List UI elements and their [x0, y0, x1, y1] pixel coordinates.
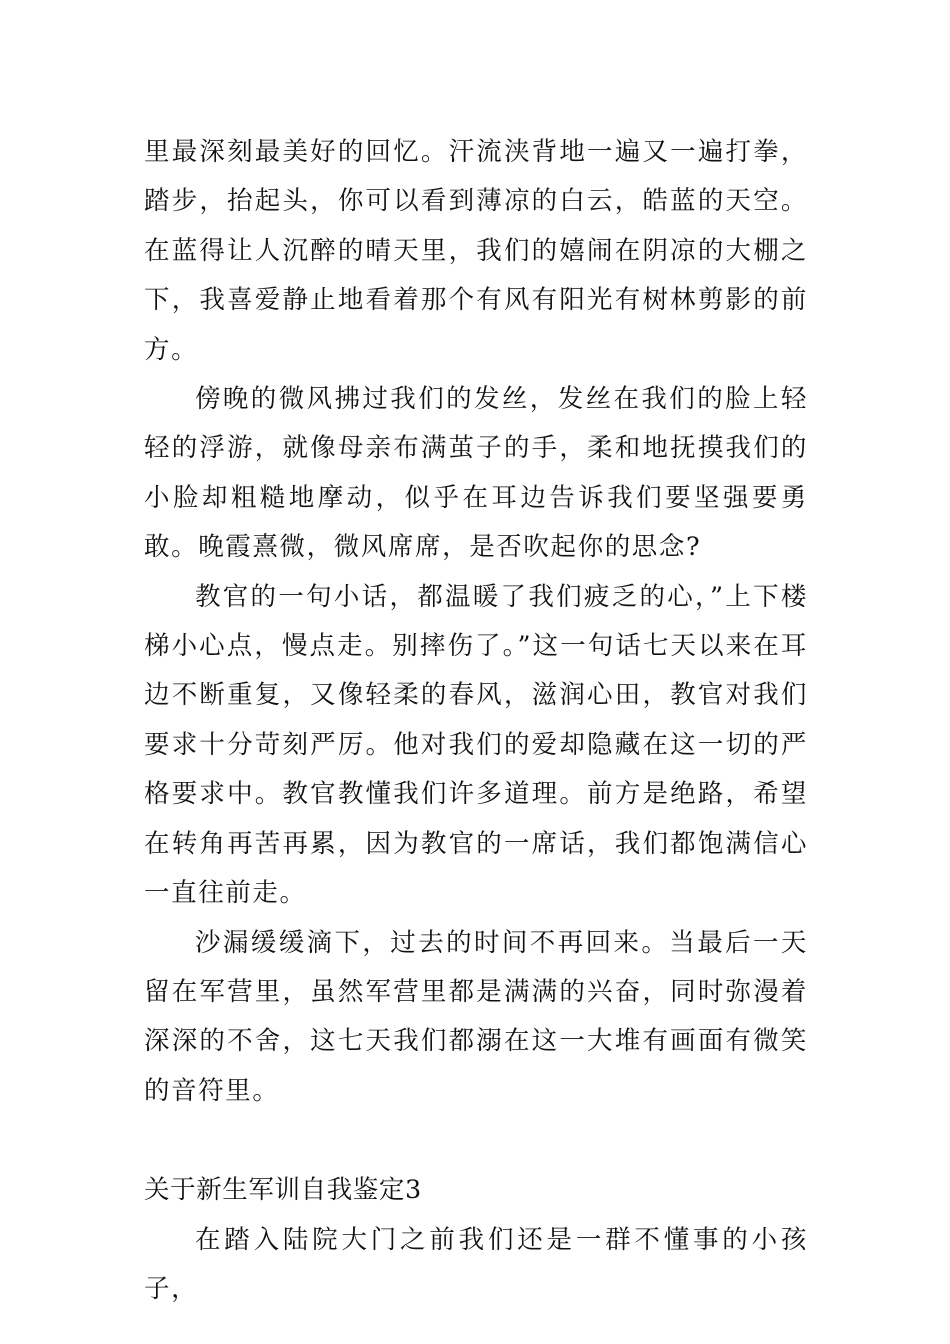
body-paragraph-hourglass: 沙漏缓缓滴下，过去的时间不再回来。当最后一天留在军营里，虽然军营里都是满满的兴奋，同时弥漫着深深的不舍，这七天我们都溺在这一大堆有画面有微笑的音符里。 — [144, 927, 808, 1106]
section-heading: 关于新生军训自我鉴定3 — [144, 1175, 422, 1206]
body-paragraph-section-start: 在踏入陆院大门之前我们还是一群不懂事的小孩子， — [144, 1224, 808, 1304]
body-paragraph-instructor: 教官的一句小话，都温暖了我们疲乏的心，”上下楼梯小心点，慢点走。别摔伤了。”这一句话七天以来在耳边不断重复，又像轻柔的春风，滋润心田，教官对我们要求十分苛刻严厉。他对我们的爱却隐藏在这一切的严格要求中。教官教懂我们许多道理。前方是绝路，希望在转角再苦再累，因为教官的一席话，我们都饱满信心一直往前走。 — [144, 581, 808, 909]
body-paragraph-continued: 里最深刻最美好的回忆。汗流浃背地一遍又一遍打拳，踏步，抬起头，你可以看到薄凉的白云，皓蓝的天空。在蓝得让人沉醉的晴天里，我们的嬉闹在阴凉的大棚之下，我喜爱静止地看着那个有风有阳光有树林剪影的前方。 — [144, 137, 808, 365]
body-paragraph-evening-breeze: 傍晚的微风拂过我们的发丝，发丝在我们的脸上轻轻的浮游，就像母亲布满茧子的手，柔和地抚摸我们的小脸却粗糙地摩动，似乎在耳边告诉我们要坚强要勇敢。晚霞熹微，微风席席，是否吹起你的思念? — [144, 384, 808, 563]
